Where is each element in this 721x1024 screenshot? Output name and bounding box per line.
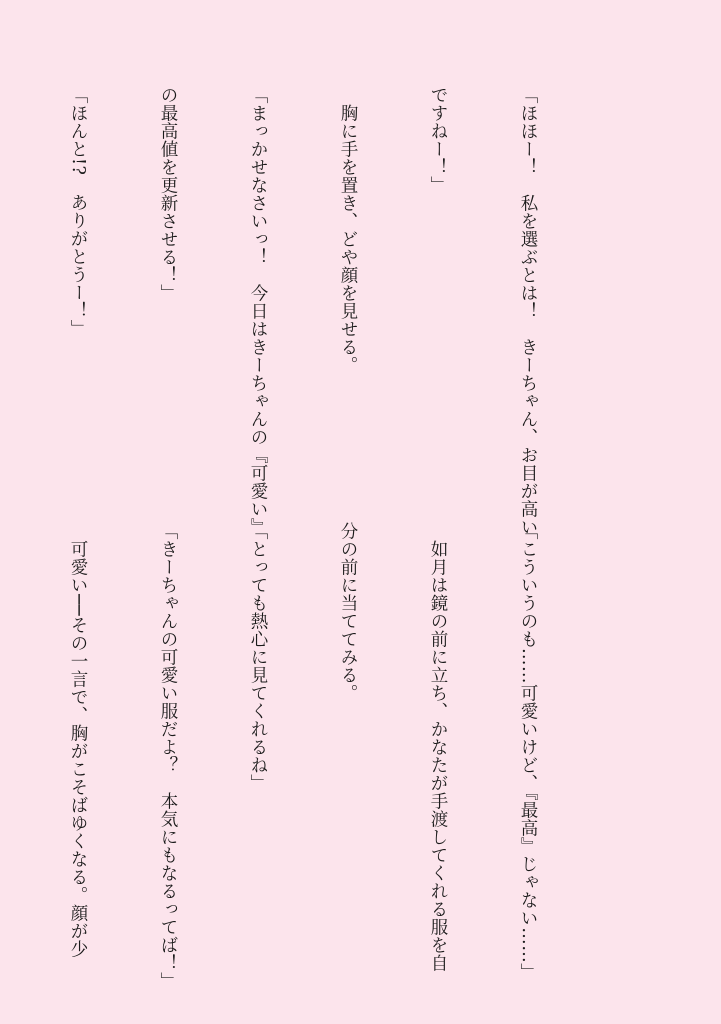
text-line: ですねー！」: [428, 86, 448, 194]
text-line: 分の前に当ててみる。: [338, 522, 358, 702]
text-line: 「まっかせなさいっ！ 今日はきーちゃんの『可愛い』: [248, 86, 268, 536]
upper-text-block: [0, 86, 603, 536]
text-line: 「とっても熱心に見てくれるね」: [248, 522, 268, 792]
text-line: 「ほんと!? ありがとうー！」: [68, 86, 88, 338]
text-line: 胸に手を置き、どや顔を見せる。: [338, 86, 358, 374]
text-line: [0, 522, 3, 942]
text-line: [0, 86, 3, 486]
text-line: 如月は鏡の前に立ち、かなたが手渡してくれる服を自: [428, 522, 448, 972]
text-line: 「こういうのも……可愛いけど、『最高』じゃない……」: [518, 522, 538, 982]
text-line: 「きーちゃんの可愛い服だよ？ 本気にもなるってば！」: [158, 522, 178, 990]
text-line: 可愛い──その一言で、胸がこそばゆくなる。顔が少: [68, 522, 88, 959]
text-line: 「ほほー！ 私を選ぶとは！ きーちゃん、お目が高い: [518, 86, 538, 536]
text-line: の最高値を更新させる！」: [158, 86, 178, 302]
lower-text-block: [0, 522, 603, 990]
